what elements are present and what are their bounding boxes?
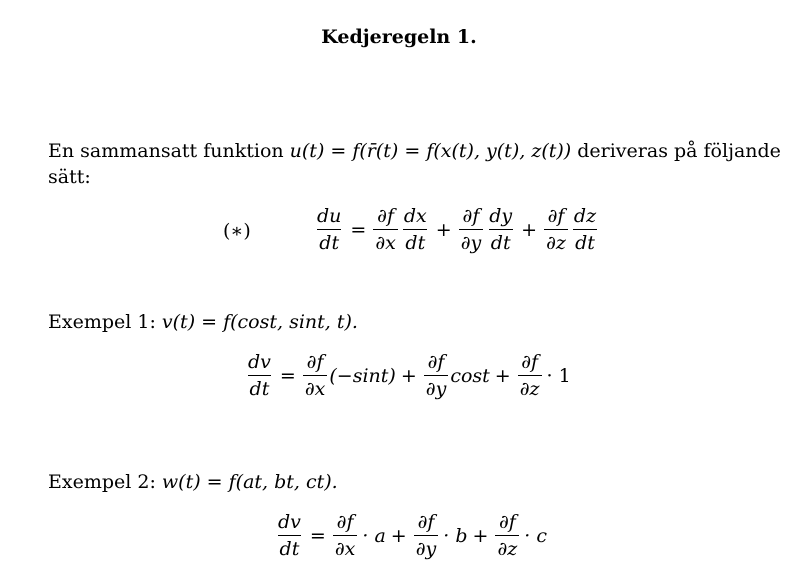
example1-equation xyxy=(244,351,571,400)
example1-math: v(t) = f(cost, sint, t). xyxy=(161,311,358,333)
partial-y: $\frac{\partial f}{\partial y}$ xyxy=(460,205,482,254)
factor-x: (−sint) xyxy=(329,364,396,387)
equation-label: (∗) xyxy=(223,220,251,242)
intro-math: u(t) = f(r̄(t) = f(x(t), y(t), z(t)) xyxy=(289,140,572,162)
equals-sign: = xyxy=(309,524,326,547)
partial-z: $\frac{\partial f}{\partial z}$ xyxy=(546,205,566,254)
intro-text-b: deriveras på följande xyxy=(571,140,781,162)
plus-sign: + xyxy=(472,524,489,547)
lhs-fraction: $\frac{dv}{dt}$ xyxy=(248,351,271,400)
example2-label: Exempel 2: xyxy=(48,471,162,493)
page-title: Kedjeregeln 1. xyxy=(321,26,477,48)
lhs-numerator: du xyxy=(317,205,342,227)
example2-heading xyxy=(48,469,338,495)
partial-x: $\frac{\partial f}{\partial x}$ xyxy=(304,351,326,400)
deriv-x: $\frac{dx}{dt}$ xyxy=(403,205,427,254)
factor-c: · c xyxy=(524,524,548,547)
partial-y: $\frac{\partial f}{\partial y}$ xyxy=(415,511,437,560)
plus-sign: + xyxy=(435,218,452,241)
example2-math: w(t) = f(at, bt, ct). xyxy=(161,471,338,493)
partial-y: $\frac{\partial f}{\partial y}$ xyxy=(425,351,447,400)
lhs-fraction xyxy=(315,205,343,254)
intro-line-2: sätt: xyxy=(48,166,91,188)
lhs-denominator: dt xyxy=(317,229,341,254)
plus-sign: + xyxy=(390,524,407,547)
lhs-fraction: $\frac{dv}{dt}$ xyxy=(278,511,301,560)
factor-a: · a xyxy=(362,524,386,547)
factor-y: cost xyxy=(450,364,490,387)
equals-sign: = xyxy=(279,364,296,387)
chain-rule-equation xyxy=(313,205,600,254)
intro-text-a: En sammansatt funktion xyxy=(48,140,290,162)
equals-sign: = xyxy=(350,218,367,241)
plus-sign: + xyxy=(494,364,511,387)
example2-equation xyxy=(274,511,547,560)
partial-z: $\frac{\partial f}{\partial z}$ xyxy=(519,351,540,400)
deriv-z: $\frac{dz}{dt}$ xyxy=(573,205,597,254)
example1-label: Exempel 1: xyxy=(48,311,162,333)
partial-x: $\frac{\partial f}{\partial x}$ xyxy=(334,511,356,560)
plus-sign: + xyxy=(400,364,417,387)
intro-line-1 xyxy=(48,138,781,164)
factor-b: · b xyxy=(443,524,468,547)
deriv-y: $\frac{dy}{dt}$ xyxy=(489,205,513,254)
example1-heading xyxy=(48,309,358,335)
partial-z: $\frac{\partial f}{\partial z}$ xyxy=(497,511,518,560)
partial-x: $\frac{\partial f}{\partial x}$ xyxy=(375,205,396,254)
plus-sign: + xyxy=(521,218,538,241)
factor-z: · 1 xyxy=(546,364,571,387)
